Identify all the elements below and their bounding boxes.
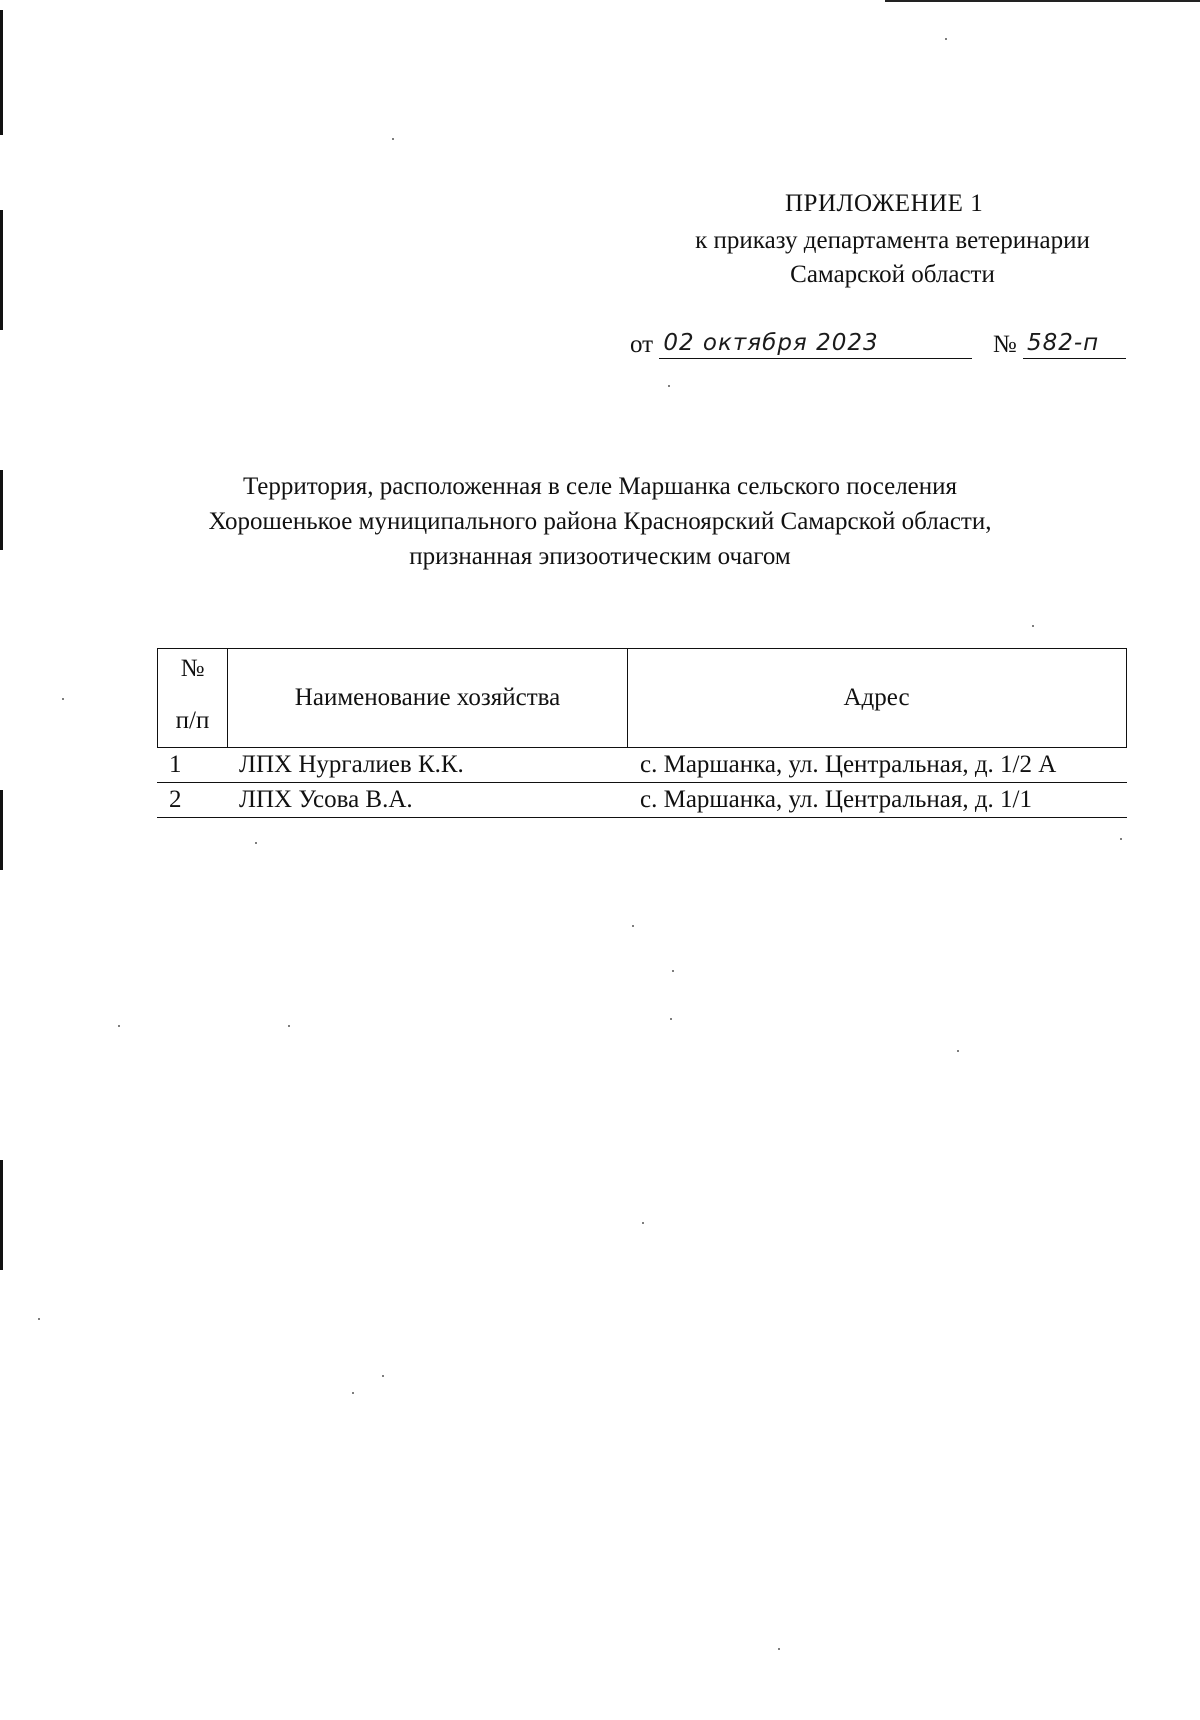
appendix-subtitle-line1: к приказу департамента ветеринарии (695, 227, 1090, 254)
handwritten-date: 02 октября 2023 (659, 328, 972, 359)
scan-speck (632, 925, 634, 927)
handwritten-number: 582-п (1023, 328, 1126, 359)
table-row (157, 783, 1127, 818)
row-farm-name: ЛПХ Усова В.А. (239, 786, 413, 813)
header-number (158, 649, 228, 747)
header-number-sign: № (180, 655, 205, 682)
row-address: с. Маршанка, ул. Центральная, д. 1/1 (640, 786, 1032, 813)
header-number-pp: п/п (175, 707, 210, 734)
scan-speck (945, 38, 947, 40)
header-farm-name: Наименование хозяйства (228, 649, 628, 747)
header-address: Адрес (843, 684, 910, 711)
scan-speck (352, 1392, 354, 1394)
date-prefix: от (630, 331, 654, 358)
row-number: 1 (169, 751, 182, 778)
row-number: 2 (169, 786, 182, 813)
scan-speck (1120, 838, 1122, 840)
table-header (157, 648, 1127, 748)
scan-edge-mark (0, 790, 3, 870)
scan-speck (957, 1050, 959, 1052)
appendix-title: ПРИЛОЖЕНИЕ 1 (785, 190, 984, 217)
scan-speck (1032, 625, 1034, 627)
scan-speck (672, 970, 674, 972)
scan-edge-mark (0, 470, 3, 550)
document-title-line3: признанная эпизоотическим очагом (409, 543, 791, 570)
farms-table (157, 648, 1127, 818)
scan-speck (38, 1318, 40, 1320)
scan-edge-mark (0, 1160, 3, 1270)
document-title-line2: Хорошенькое муниципального района Красноярский Самарской области, (208, 508, 992, 535)
number-prefix: № (992, 331, 1017, 358)
scan-top-rule (885, 0, 1200, 2)
scan-speck (668, 385, 670, 387)
order-reference (630, 328, 1126, 359)
scan-speck (642, 1222, 644, 1224)
appendix-subtitle-line2: Самарской области (790, 261, 995, 288)
document-title-line1: Территория, расположенная в селе Маршанка сельского поселения (242, 473, 958, 500)
scan-speck (288, 1025, 290, 1027)
row-address: с. Маршанка, ул. Центральная, д. 1/2 А (640, 751, 1057, 778)
scan-speck (670, 1018, 672, 1020)
scan-speck (118, 1025, 120, 1027)
scan-edge-mark (0, 210, 3, 330)
scan-speck (255, 842, 257, 844)
table-row (157, 748, 1127, 783)
row-farm-name: ЛПХ Нургалиев К.К. (239, 751, 464, 778)
scan-edge-mark (0, 10, 3, 135)
scan-speck (62, 698, 64, 700)
scan-speck (382, 1375, 384, 1377)
scan-speck (778, 1648, 780, 1650)
scan-speck (392, 138, 394, 140)
